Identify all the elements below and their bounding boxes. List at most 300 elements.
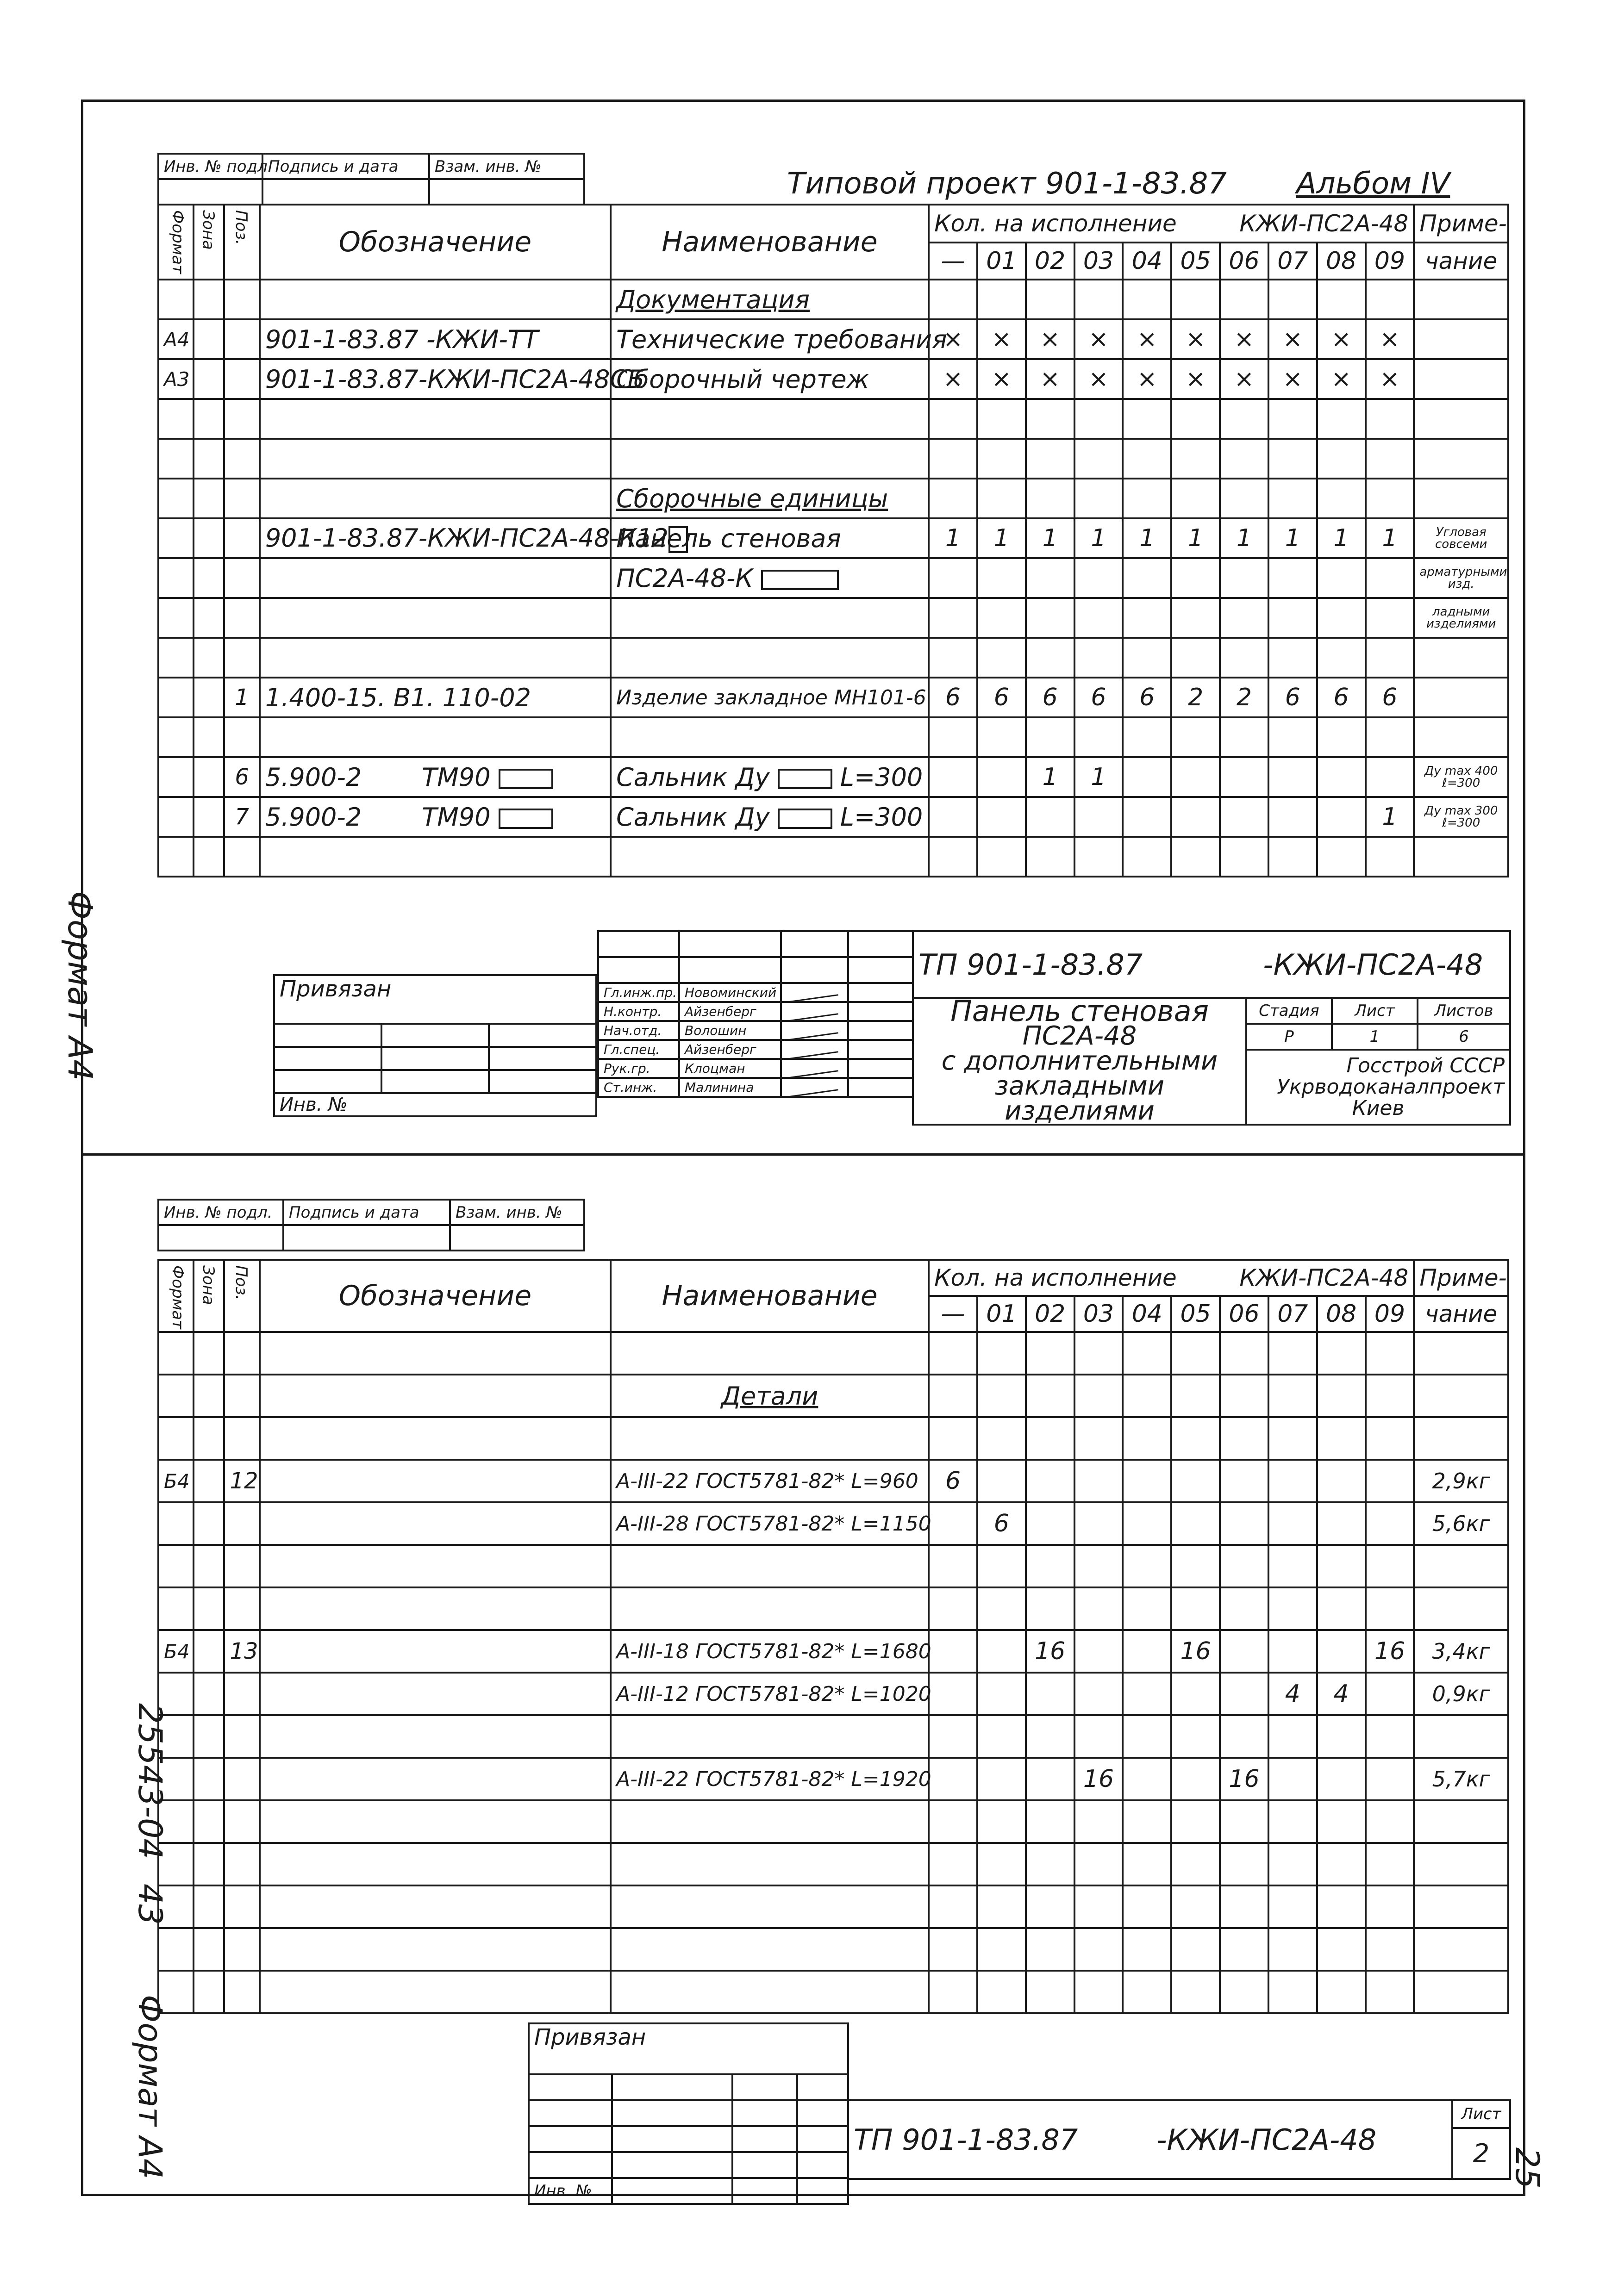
qty-cell <box>1268 1971 1317 2013</box>
sheets-value: 6 <box>1418 1024 1510 1050</box>
qty-cell <box>1366 1545 1414 1587</box>
designation-cell <box>260 1758 611 1800</box>
signer-name: Айзенберг <box>679 1002 781 1021</box>
name-cell: Сальник Ду L=300 <box>611 797 929 837</box>
qty-cell <box>1026 558 1074 598</box>
qty-cell: 1 <box>1171 518 1220 558</box>
format-cell <box>158 1843 194 1885</box>
name-cell <box>611 837 929 877</box>
qty-cell: 16 <box>1366 1630 1414 1673</box>
pos-cell: 13 <box>224 1630 259 1673</box>
pos-cell: 12 <box>224 1460 259 1502</box>
col-zone: Зона <box>194 205 224 280</box>
qty-cell <box>1268 399 1317 439</box>
note-cell: 5,6кг <box>1414 1502 1508 1545</box>
sheet-value: 1 <box>1332 1024 1418 1050</box>
name-cell: А-III-18 ГОСТ5781-82* L=1680 <box>611 1630 929 1673</box>
variant-cell: — <box>929 243 977 280</box>
qty-cell <box>1171 1587 1220 1630</box>
designation-cell <box>260 1545 611 1587</box>
qty-cell <box>1171 1800 1220 1843</box>
qty-cell <box>1123 1715 1171 1758</box>
qty-cell <box>929 280 977 319</box>
qty-cell <box>1123 1460 1171 1502</box>
qty-cell <box>1317 1375 1366 1417</box>
pos-cell <box>224 518 259 558</box>
qty-cell <box>1074 1587 1123 1630</box>
qty-cell <box>1317 837 1366 877</box>
name-cell <box>611 1545 929 1587</box>
col-pos: Поз. <box>224 1260 259 1332</box>
qty-cell <box>1268 757 1317 797</box>
qty-cell <box>1074 1460 1123 1502</box>
stage-value: Р <box>1246 1024 1332 1050</box>
qty-cell <box>1317 1630 1366 1673</box>
qty-cell: 4 <box>1268 1673 1317 1715</box>
note-cell <box>1414 479 1508 518</box>
table-row <box>158 1417 1508 1460</box>
qty-cell <box>977 1545 1026 1587</box>
qty-cell <box>977 638 1026 678</box>
zone-cell <box>194 1715 224 1758</box>
qty-cell <box>929 1885 977 1928</box>
note-cell <box>1414 399 1508 439</box>
note-header-2: чание <box>1414 243 1508 280</box>
qty-cell <box>977 1332 1026 1375</box>
qty-cell <box>1366 1460 1414 1502</box>
name-cell: ПС2А-48-К <box>611 558 929 598</box>
note-cell <box>1414 280 1508 319</box>
zone-cell <box>194 638 224 678</box>
qty-cell <box>929 638 977 678</box>
pos-cell <box>224 1800 259 1843</box>
note-cell <box>1414 717 1508 757</box>
designation-cell <box>260 1502 611 1545</box>
note-header: Приме- <box>1414 1260 1508 1296</box>
zone-cell <box>194 757 224 797</box>
pos-cell <box>224 359 259 399</box>
sheet-divider <box>81 1153 1525 1156</box>
format-cell <box>158 1885 194 1928</box>
qty-cell <box>977 1971 1026 2013</box>
qty-cell <box>929 1843 977 1885</box>
qty-cell: 6 <box>977 678 1026 717</box>
sheet-header-2: Лист <box>1452 2100 1510 2128</box>
pos-cell <box>224 1587 259 1630</box>
qty-cell <box>929 1758 977 1800</box>
designation-cell <box>260 558 611 598</box>
qty-cell <box>1220 1800 1268 1843</box>
qty-cell <box>1171 717 1220 757</box>
qty-cell <box>1123 1332 1171 1375</box>
note-cell <box>1414 678 1508 717</box>
qty-cell <box>1074 717 1123 757</box>
variant-cell: 04 <box>1123 243 1171 280</box>
col-name: Наименование <box>611 1260 929 1332</box>
qty-cell: 6 <box>1123 678 1171 717</box>
qty-cell <box>977 797 1026 837</box>
spec-table-2 <box>157 1250 1509 2014</box>
variant-cell: 03 <box>1074 1296 1123 1332</box>
qty-cell <box>1268 837 1317 877</box>
col-designation: Обозначение <box>260 1260 611 1332</box>
zone-cell <box>194 439 224 479</box>
signer-name: Новоминский <box>679 983 781 1002</box>
qty-cell <box>1268 1630 1317 1673</box>
format-cell <box>158 399 194 439</box>
zone-cell <box>194 797 224 837</box>
pos-cell <box>224 1715 259 1758</box>
qty-cell <box>1220 1502 1268 1545</box>
qty-cell <box>1171 558 1220 598</box>
zone-cell <box>194 280 224 319</box>
signer-role: Рук.гр. <box>598 1059 679 1078</box>
qty-cell <box>1317 1502 1366 1545</box>
qty-cell <box>1317 1885 1366 1928</box>
name-cell: А-III-22 ГОСТ5781-82* L=1920 <box>611 1758 929 1800</box>
qty-cell <box>1026 1417 1074 1460</box>
note-header: Приме- <box>1414 205 1508 243</box>
variant-cell: 06 <box>1220 1296 1268 1332</box>
format-cell: А3 <box>158 359 194 399</box>
qty-cell <box>1268 1843 1317 1885</box>
qty-cell <box>1026 1673 1074 1715</box>
variant-cell: 01 <box>977 243 1026 280</box>
table-row <box>158 1971 1508 2013</box>
qty-cell <box>1317 280 1366 319</box>
note-cell: 2,9кг <box>1414 1460 1508 1502</box>
name-cell <box>611 1971 929 2013</box>
qty-cell: × <box>1074 359 1123 399</box>
stamp-inv: Инв. № подл. <box>158 154 262 179</box>
title-code-row-2: ТП 901-1-83.87 -КЖИ-ПС2А-48 <box>848 2100 1452 2179</box>
signature-cell <box>781 1059 848 1078</box>
qty-cell <box>929 479 977 518</box>
qty-cell <box>977 757 1026 797</box>
qty-cell <box>1317 1417 1366 1460</box>
format-cell: Б4 <box>158 1630 194 1673</box>
signature-cell <box>781 983 848 1002</box>
qty-cell <box>1171 479 1220 518</box>
qty-cell <box>1268 1502 1317 1545</box>
qty-cell <box>1123 1800 1171 1843</box>
qty-cell <box>1026 1502 1074 1545</box>
qty-cell: × <box>929 359 977 399</box>
designation-cell <box>260 1417 611 1460</box>
format-cell <box>158 1587 194 1630</box>
qty-cell <box>1123 598 1171 638</box>
format-cell <box>158 757 194 797</box>
format-cell <box>158 717 194 757</box>
qty-cell <box>1220 797 1268 837</box>
signer-role: Нач.отд. <box>598 1021 679 1040</box>
signer-role: Гл.инж.пр. <box>598 983 679 1002</box>
pos-cell <box>224 479 259 518</box>
qty-cell <box>977 1885 1026 1928</box>
qty-cell <box>977 1417 1026 1460</box>
qty-cell <box>977 1928 1026 1971</box>
format-cell <box>158 479 194 518</box>
qty-cell <box>1026 797 1074 837</box>
designation-cell: 5.900-2 ТМ90 <box>260 797 611 837</box>
pos-cell <box>224 1332 259 1375</box>
note-cell <box>1414 1843 1508 1885</box>
qty-cell <box>1026 1885 1074 1928</box>
name-cell <box>611 1928 929 1971</box>
variant-cell: 05 <box>1171 1296 1220 1332</box>
qty-cell <box>1123 638 1171 678</box>
qty-cell <box>977 1843 1026 1885</box>
qty-cell <box>1171 1545 1220 1587</box>
format-cell <box>158 837 194 877</box>
col-format: Формат <box>158 205 194 280</box>
date-cell <box>848 983 913 1002</box>
signer-row <box>598 1002 913 1021</box>
privyazan-label: Привязан <box>529 2023 848 2074</box>
variant-cell: 03 <box>1074 243 1123 280</box>
qty-cell <box>1074 1971 1123 2013</box>
qty-cell <box>1220 1715 1268 1758</box>
signature-scribble <box>786 981 838 1003</box>
organization-block: Госстрой СССР Укрводоканалпроект Киев <box>1246 1050 1510 1125</box>
qty-cell <box>1317 1758 1366 1800</box>
qty-cell <box>1366 1971 1414 2013</box>
qty-cell <box>1171 1417 1220 1460</box>
qty-cell <box>1026 837 1074 877</box>
project-title: Типовой проект 901-1-83.87 <box>787 167 1227 201</box>
name-cell <box>611 717 929 757</box>
col-name: Наименование <box>611 205 929 280</box>
name-cell: А-III-28 ГОСТ5781-82* L=1150 <box>611 1502 929 1545</box>
table-row <box>158 1800 1508 1843</box>
qty-cell <box>929 1971 977 2013</box>
pos-cell <box>224 558 259 598</box>
variant-cell: — <box>929 1296 977 1332</box>
inv-label: Инв. № <box>274 1093 596 1116</box>
table-row <box>158 1758 1508 1800</box>
qty-cell <box>977 1630 1026 1673</box>
qty-cell <box>1366 717 1414 757</box>
zone-cell <box>194 1417 224 1460</box>
qty-cell: × <box>1123 319 1171 359</box>
table-row <box>158 1715 1508 1758</box>
table-row <box>158 837 1508 877</box>
designation-cell: 901-1-83.87 -КЖИ-ТТ <box>260 319 611 359</box>
qty-cell: 6 <box>1074 678 1123 717</box>
qty-cell <box>1268 1800 1317 1843</box>
qty-cell <box>1366 1673 1414 1715</box>
note-cell <box>1414 319 1508 359</box>
qty-cell <box>1026 717 1074 757</box>
blank-box <box>668 526 688 553</box>
qty-cell: 1 <box>1026 757 1074 797</box>
qty-cell: × <box>1366 359 1414 399</box>
zone-cell <box>194 598 224 638</box>
qty-cell <box>1123 280 1171 319</box>
qty-cell <box>977 399 1026 439</box>
signer-role: Н.контр. <box>598 1002 679 1021</box>
format-cell <box>158 1971 194 2013</box>
designation-cell: 901-1-83.87-КЖИ-ПС2А-48СБ <box>260 359 611 399</box>
qty-cell <box>1074 1417 1123 1460</box>
qty-cell <box>1123 558 1171 598</box>
qty-cell <box>1123 1630 1171 1673</box>
qty-cell <box>1268 797 1317 837</box>
note-cell <box>1414 837 1508 877</box>
qty-cell <box>1366 1332 1414 1375</box>
zone-cell <box>194 319 224 359</box>
qty-cell <box>977 1800 1026 1843</box>
qty-cell <box>1171 1843 1220 1885</box>
qty-cell <box>929 439 977 479</box>
qty-cell <box>1026 1375 1074 1417</box>
qty-cell: 1 <box>1026 518 1074 558</box>
sheet-value-2: 2 <box>1452 2128 1510 2179</box>
main-title-block-1 <box>912 930 1511 1126</box>
blank-box <box>499 809 553 829</box>
title-description: Панель стеновая ПС2А-48 с дополнительными закладными изделиями <box>913 998 1246 1125</box>
qty-cell <box>1317 1971 1366 2013</box>
qty-cell <box>1317 1715 1366 1758</box>
qty-cell <box>1366 439 1414 479</box>
qty-cell <box>1123 439 1171 479</box>
qty-cell <box>1220 717 1268 757</box>
qty-cell <box>1123 399 1171 439</box>
name-cell: Панель стеновая <box>611 518 929 558</box>
qty-cell <box>1366 837 1414 877</box>
qty-cell <box>1074 797 1123 837</box>
qty-cell <box>1074 1800 1123 1843</box>
signer-role: Ст.инж. <box>598 1078 679 1097</box>
signer-row <box>598 1040 913 1059</box>
signature-scribble <box>786 1000 838 1022</box>
designation-cell: 1.400-15. В1. 110-02 <box>260 678 611 717</box>
name-cell <box>611 1332 929 1375</box>
qty-cell <box>1317 558 1366 598</box>
qty-cell <box>1220 558 1268 598</box>
qty-cell <box>1171 757 1220 797</box>
stamp-replace: Взам. инв. № <box>429 154 584 179</box>
qty-cell <box>1074 1885 1123 1928</box>
qty-cell <box>1074 1375 1123 1417</box>
qty-cell <box>977 280 1026 319</box>
qty-cell <box>1268 479 1317 518</box>
name-cell <box>611 1843 929 1885</box>
pos-cell <box>224 1417 259 1460</box>
designation-cell <box>260 1460 611 1502</box>
name-cell: Изделие закладное МН101-6 <box>611 678 929 717</box>
qty-cell <box>1074 1928 1123 1971</box>
qty-cell <box>977 479 1026 518</box>
spec-table-1 <box>157 204 1509 877</box>
qty-cell: 1 <box>1268 518 1317 558</box>
name-cell <box>611 1587 929 1630</box>
qty-cell <box>1171 1758 1220 1800</box>
name-cell <box>611 598 929 638</box>
qty-cell <box>1026 598 1074 638</box>
qty-cell <box>1123 1673 1171 1715</box>
qty-cell: × <box>1317 359 1366 399</box>
signature-scribble <box>786 1019 838 1041</box>
designation-cell <box>260 1885 611 1928</box>
pos-cell <box>224 598 259 638</box>
designation-cell <box>260 1673 611 1715</box>
variant-cell: 07 <box>1268 243 1317 280</box>
qty-cell <box>1171 837 1220 877</box>
zone-cell <box>194 399 224 439</box>
designation-cell: 5.900-2 ТМ90 <box>260 757 611 797</box>
table-row <box>158 757 1508 797</box>
qty-cell <box>1171 280 1220 319</box>
zone-cell <box>194 1971 224 2013</box>
pos-cell: 6 <box>224 757 259 797</box>
col-format: Формат <box>158 1260 194 1332</box>
table-row <box>158 1375 1508 1417</box>
qty-cell <box>1220 1460 1268 1502</box>
zone-cell <box>194 518 224 558</box>
qty-cell <box>1317 598 1366 638</box>
note-cell: 3,4кг <box>1414 1630 1508 1673</box>
table-row <box>158 1587 1508 1630</box>
qty-cell: × <box>1123 359 1171 399</box>
qty-cell <box>1268 1715 1317 1758</box>
qty-cell <box>929 797 977 837</box>
qty-cell <box>977 558 1026 598</box>
format-cell <box>158 1928 194 1971</box>
qty-cell: 16 <box>1026 1630 1074 1673</box>
note-cell: 0,9кг <box>1414 1673 1508 1715</box>
album-label: Альбом IV <box>1296 167 1450 201</box>
sheet-header: Лист <box>1332 998 1418 1024</box>
name-cell <box>611 439 929 479</box>
table-row <box>158 280 1508 319</box>
qty-cell <box>1366 1885 1414 1928</box>
qty-cell <box>1220 1630 1268 1673</box>
format-cell <box>158 797 194 837</box>
note-cell <box>1414 638 1508 678</box>
qty-cell <box>1171 439 1220 479</box>
zone-cell <box>194 1843 224 1885</box>
qty-cell <box>1123 1375 1171 1417</box>
main-title-block-2 <box>847 2099 1511 2180</box>
qty-cell <box>1366 280 1414 319</box>
pos-cell: 1 <box>224 678 259 717</box>
format-cell <box>158 1545 194 1587</box>
qty-cell <box>1220 1928 1268 1971</box>
table-row <box>158 1502 1508 1545</box>
qty-cell <box>1317 1928 1366 1971</box>
zone-cell <box>194 1545 224 1587</box>
qty-cell <box>1220 1843 1268 1885</box>
note-cell: 5,7кг <box>1414 1758 1508 1800</box>
zone-cell <box>194 837 224 877</box>
qty-cell <box>1074 439 1123 479</box>
qty-cell <box>1366 558 1414 598</box>
qty-cell <box>1026 1843 1074 1885</box>
zone-cell <box>194 717 224 757</box>
designation-cell <box>260 1587 611 1630</box>
qty-cell: 6 <box>1366 678 1414 717</box>
qty-cell: 16 <box>1074 1758 1123 1800</box>
signer-name: Клоцман <box>679 1059 781 1078</box>
signer-row <box>598 1021 913 1040</box>
qty-cell <box>1026 399 1074 439</box>
col-designation: Обозначение <box>260 205 611 280</box>
qty-cell <box>1268 1885 1317 1928</box>
designation-cell <box>260 479 611 518</box>
date-cell <box>848 1002 913 1021</box>
pos-cell <box>224 1928 259 1971</box>
